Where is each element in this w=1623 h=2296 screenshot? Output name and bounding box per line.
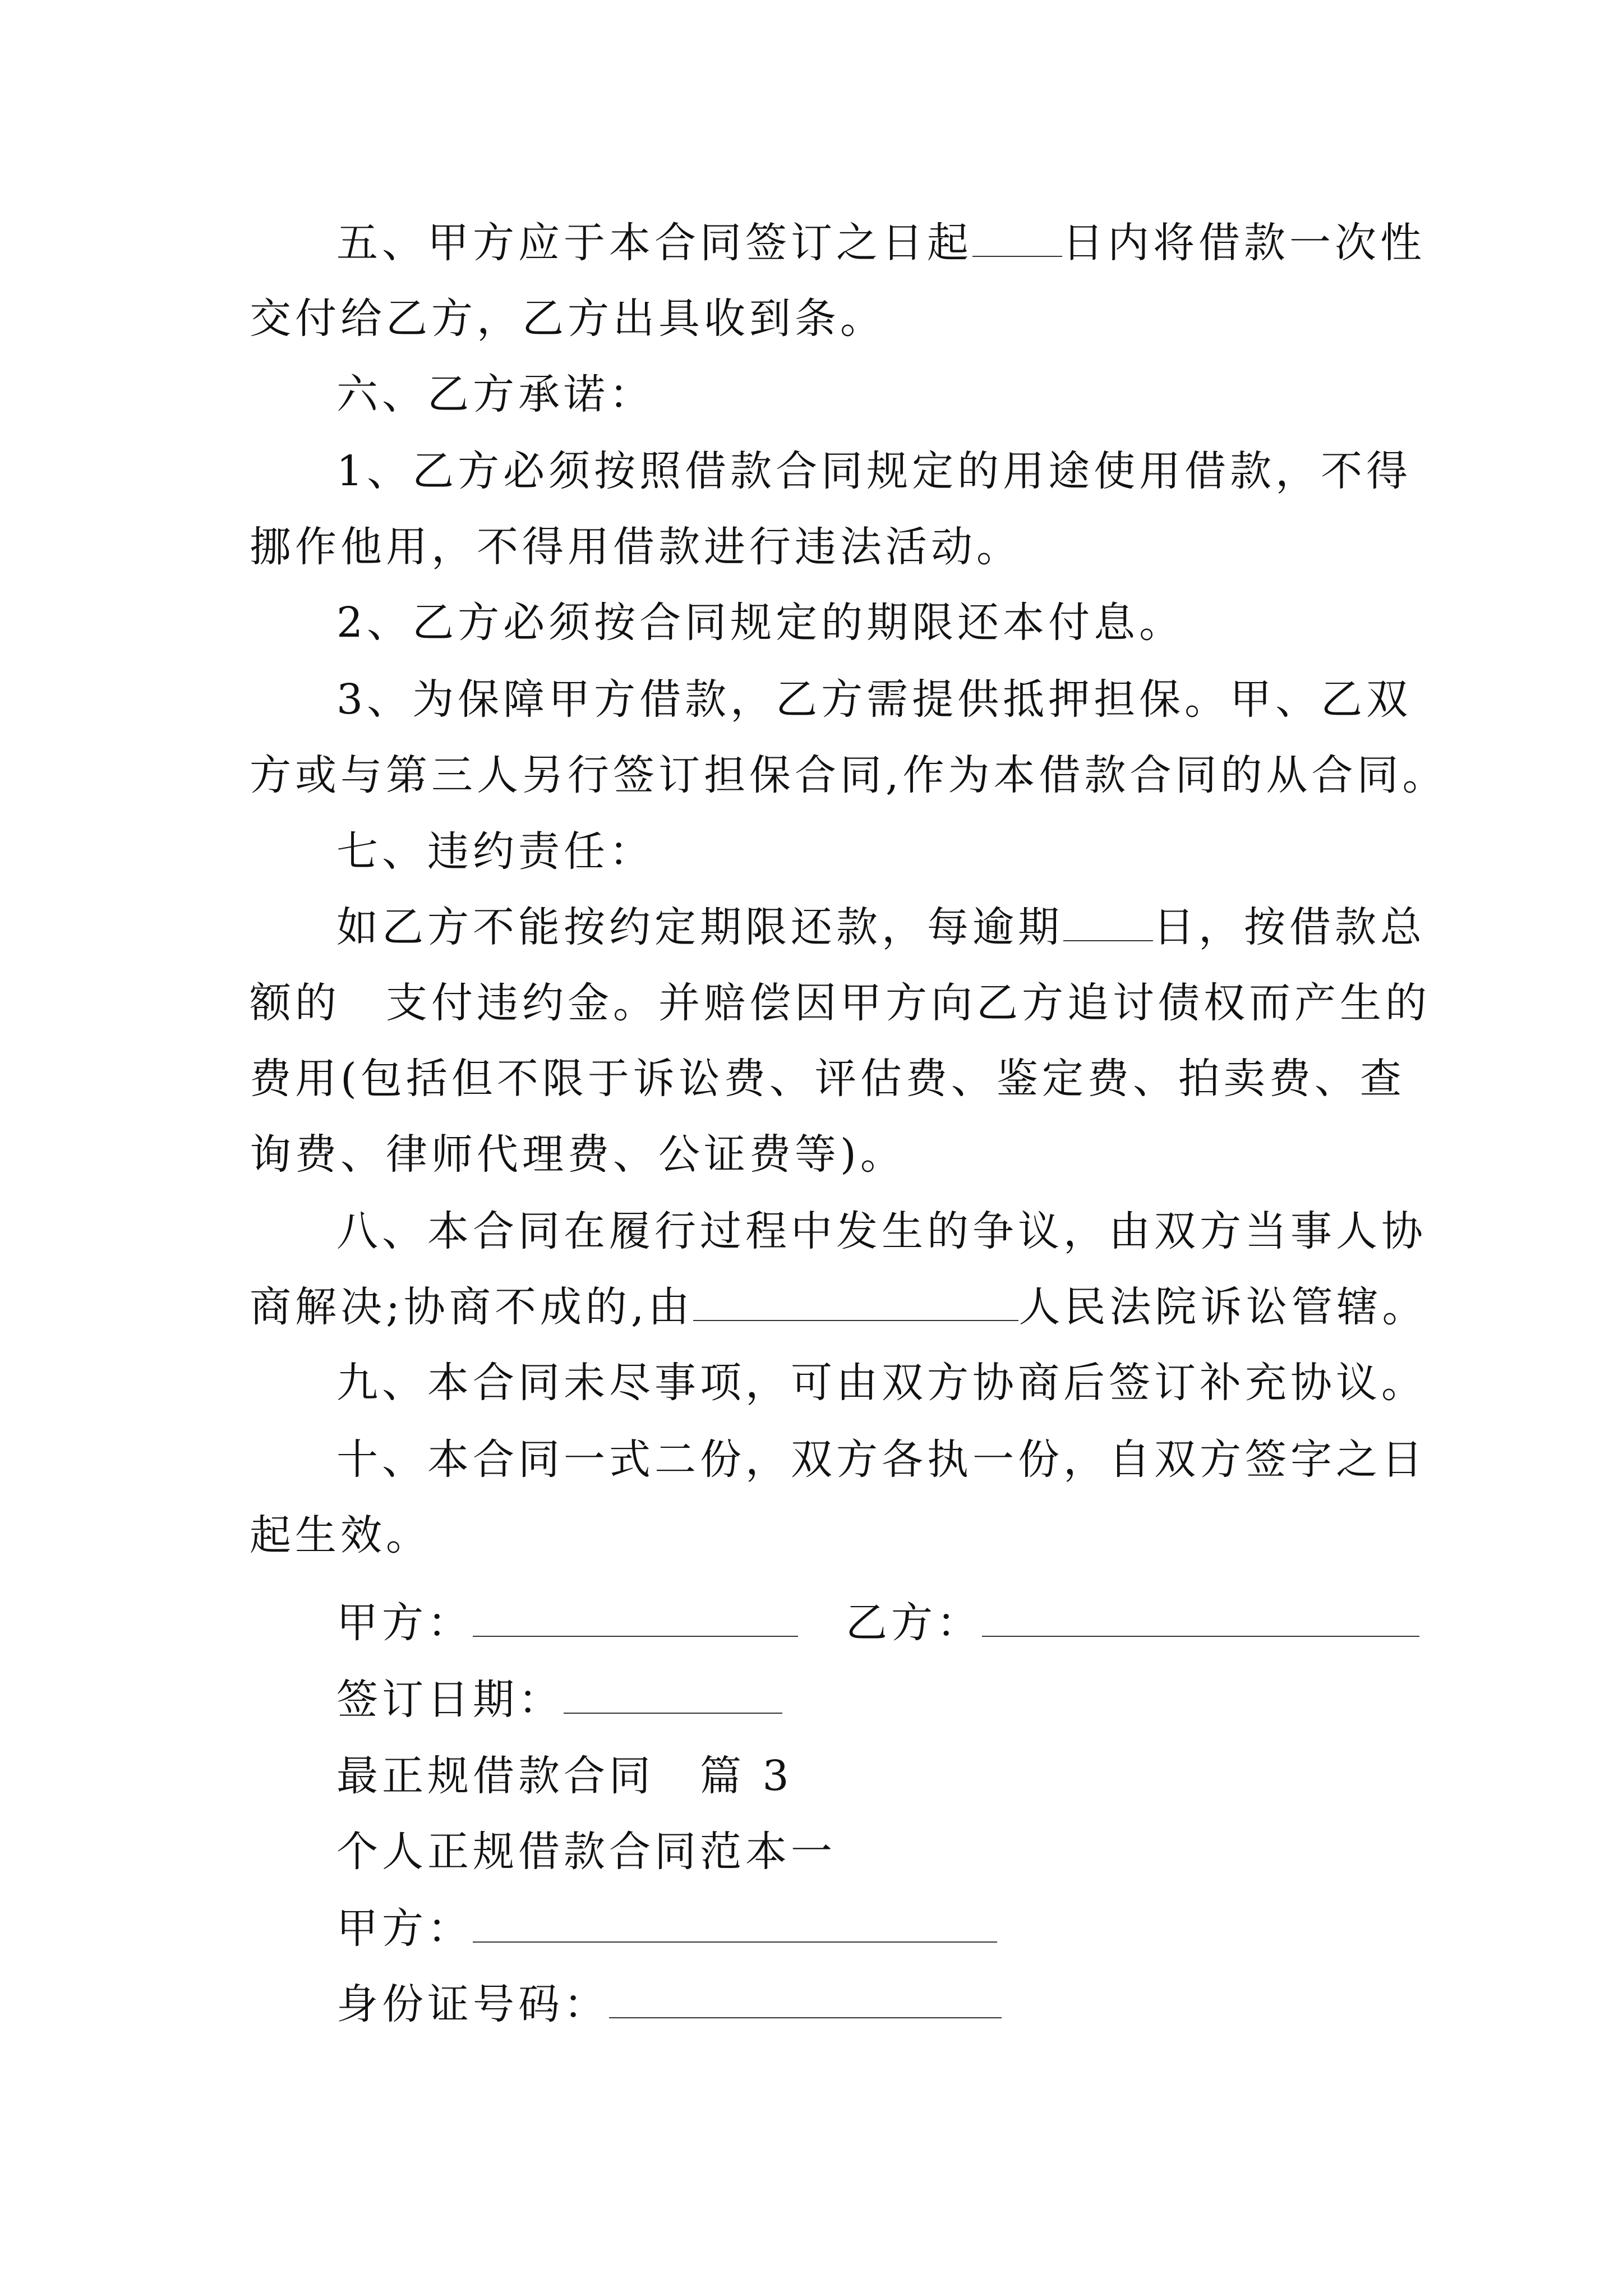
clause-5-text-b: 日内将借款一次性 <box>1062 219 1426 267</box>
clause-10-line-2: 起生效。 <box>250 1511 431 1559</box>
clause-5-text-a: 五、甲方应于本合同签订之日起 <box>336 219 972 267</box>
id-number-field-row <box>336 1973 1002 2035</box>
clause-8-text-a: 商解决;协商不成的,由 <box>250 1283 694 1331</box>
clause-7-line-1 <box>336 896 1426 958</box>
party-b-sign-blank <box>982 1599 1419 1637</box>
days-blank <box>972 219 1062 257</box>
clause-6-item-1-line-2: 挪作他用，不得用借款进行违法活动。 <box>250 523 1022 571</box>
clause-6-item-3-line-2: 方或与第三人另行签订担保合同,作为本借款合同的从合同。 <box>250 751 1448 799</box>
clause-7-line-2: 额的 支付违约金。并赔偿因甲方向乙方追讨债权而产生的 <box>250 979 1431 1027</box>
clause-9: 九、本合同未尽事项，可由双方协商后签订补充协议。 <box>336 1359 1427 1407</box>
clause-6-item-2: 2、乙方必须按合同规定的期限还本付息。 <box>336 599 1185 647</box>
clause-5-line-2: 交付给乙方，乙方出具收到条。 <box>250 295 886 343</box>
party-b-sign-label: 乙方： <box>846 1599 982 1647</box>
clause-10-line-1: 十、本合同一式二份，双方各执一份，自双方签字之日 <box>336 1435 1427 1484</box>
id-number-field-blank <box>609 1980 1002 2018</box>
clause-7-line-4: 询费、律师代理费、公证费等)。 <box>250 1130 906 1179</box>
section-3-title: 最正规借款合同 篇 3 <box>336 1752 793 1800</box>
clause-6-item-1-line-1: 1、乙方必须按照借款合同规定的用途使用借款，不得 <box>336 447 1412 495</box>
party-a-field-label: 甲方： <box>336 1904 473 1953</box>
clause-6-title: 六、乙方承诺： <box>336 370 654 418</box>
id-number-field-label: 身份证号码： <box>336 1980 609 2028</box>
clause-5-line-1 <box>336 212 1426 274</box>
clause-6-item-3-line-1: 3、为保障甲方借款，乙方需提供抵押担保。甲、乙双 <box>336 675 1412 724</box>
party-a-field-row <box>336 1898 997 1959</box>
clause-7-text-a: 如乙方不能按约定期限还款，每逾期 <box>336 903 1063 951</box>
clause-8-line-2 <box>250 1276 1427 1338</box>
clause-8-text-b: 人民法院诉讼管辖。 <box>1018 1283 1428 1331</box>
clause-7-text-b: 日，按借款总 <box>1153 903 1426 951</box>
sample-title: 个人正规借款合同范本一 <box>336 1828 836 1876</box>
clause-7-line-3: 费用(包括但不限于诉讼费、评估费、鉴定费、拍卖费、查 <box>250 1055 1405 1103</box>
party-a-sign-blank <box>473 1599 798 1637</box>
clause-8-line-1: 八、本合同在履行过程中发生的争议，由双方当事人协 <box>336 1207 1427 1255</box>
sign-date-blank <box>564 1676 782 1714</box>
party-a-sign-label: 甲方： <box>336 1599 473 1647</box>
overdue-days-blank <box>1063 903 1153 941</box>
signature-row <box>336 1592 1419 1654</box>
sign-date-label: 签订日期： <box>336 1676 564 1724</box>
clause-7-title: 七、违约责任： <box>336 827 654 876</box>
party-a-field-blank <box>473 1904 997 1943</box>
court-blank <box>693 1283 1018 1321</box>
sign-date-row <box>336 1669 782 1731</box>
